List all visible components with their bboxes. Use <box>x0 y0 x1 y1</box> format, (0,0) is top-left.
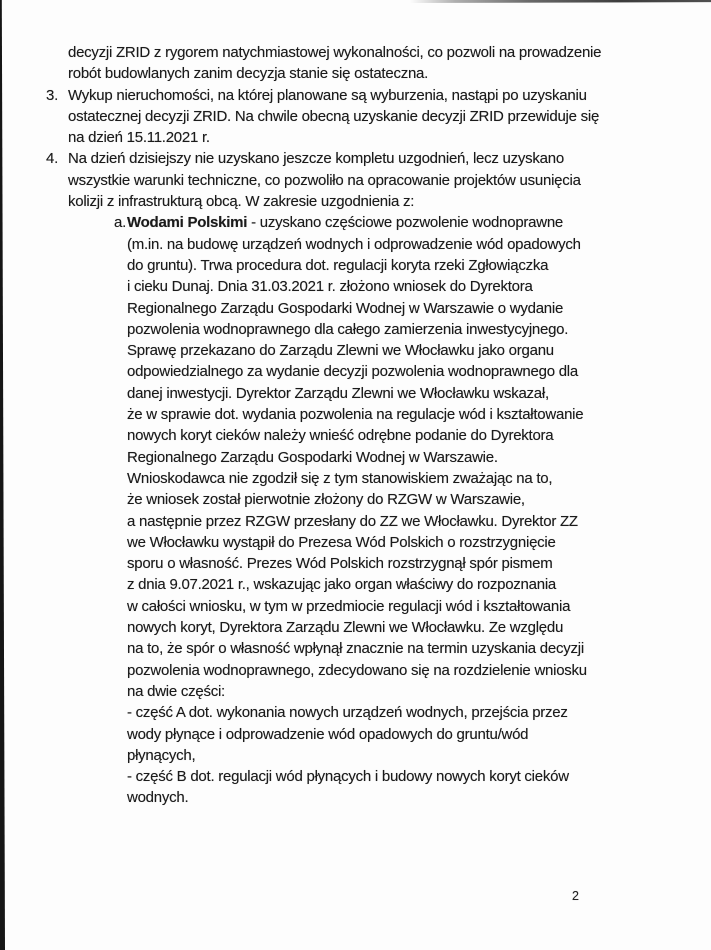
list-item-4 <box>46 148 686 808</box>
text-line: Wykup nieruchomości, na której planowane są wyburzenia, nastąpi po uzyskaniu <box>68 86 587 104</box>
text-line: wodnych. <box>127 789 189 807</box>
scan-edge-left-artifact <box>0 0 5 950</box>
text-line: decyzji ZRID z rygorem natychmiastowej wykonalności, co pozwoli na prowadzenie <box>68 44 602 61</box>
text-line: Wnioskodawca nie zgodził się z tym stanowiskiem zważając na to, <box>127 469 553 487</box>
text-line: danej inwestycji. Dyrektor Zarządu Zlewni we Włocławku wskazał, <box>127 384 549 402</box>
text-line: a następnie przez RZGW przesłany do ZZ we Włocławku. Dyrektor ZZ <box>127 512 578 530</box>
text-line: wody płynące i odprowadzenie wód opadowych do gruntu/wód <box>127 725 529 743</box>
list-marker: 4. <box>46 150 59 168</box>
text-line: płynących, <box>127 746 196 764</box>
text-line: pozwolenia wodnoprawnego, zdecydowano się na rozdzielenie wniosku <box>127 661 587 679</box>
sub-list-item-a <box>114 212 686 808</box>
text-line: - część A dot. wykonania nowych urządzeń wodnych, przejścia przez <box>127 704 568 722</box>
text-line: robót budowlanych zanim decyzja stanie się ostateczna. <box>68 65 429 83</box>
text-line: we Włocławku wystąpił do Prezesa Wód Polskich o rozstrzygnięcie <box>127 533 556 551</box>
text-line: nowych koryt, Dyrektora Zarządu Zlewni we Włocławku. Ze względu <box>127 619 564 637</box>
text-line: Sprawę przekazano do Zarządu Zlewni we Włocławku jako organu <box>127 342 554 360</box>
text-line: z dnia 9.07.2021 r., wskazując jako organ właściwy do rozpoznania <box>127 576 557 594</box>
text-line: (m.in. na budowę urządzeń wodnych i odprowadzenie wód opadowych <box>127 235 581 253</box>
text-line: wszystkie warunki techniczne, co pozwoliło na opracowanie projektów usunięcia <box>68 171 581 189</box>
lead-rest-text: - uzyskano częściowe pozwolenie wodnoprawne <box>247 214 564 232</box>
text-line: do gruntu). Trwa procedura dot. regulacji koryta rzeki Zgłowiączka <box>127 256 549 274</box>
text-line: że w sprawie dot. wydania pozwolenia na regulacje wód i kształtowanie <box>127 406 584 424</box>
page-number: 2 <box>572 889 579 903</box>
text-line: ostatecznej decyzji ZRID. Na chwile obecną uzyskanie decyzji ZRID przewiduje się <box>68 107 600 125</box>
paragraph-continuation <box>68 42 686 85</box>
text-line: na dwie części: <box>127 682 225 700</box>
text-line: odpowiedzialnego za wydanie decyzji pozwolenia wodnoprawnego dla <box>127 363 578 381</box>
document-body <box>46 42 686 809</box>
text-line: nowych koryt cieków należy wnieść odrębne podanie do Dyrektora <box>127 427 554 445</box>
text-line-lead <box>127 212 686 233</box>
list-marker: 3. <box>46 86 59 104</box>
text-line: Na dzień dzisiejszy nie uzyskano jeszcze kompletu uzgodnień, lecz uzyskano <box>68 150 564 168</box>
text-line: kolizji z infrastrukturą obcą. W zakresie uzgodnienia z: <box>68 193 415 211</box>
text-line: i cieku Dunaj. Dnia 31.03.2021 r. złożono wniosek do Dyrektora <box>127 278 533 296</box>
sub-list-marker: a. <box>114 214 127 232</box>
text-line: Regionalnego Zarządu Gospodarki Wodnej w Warszawie o wydanie <box>127 299 564 317</box>
scan-edge-top-artifact <box>410 0 711 3</box>
text-line: że wniosek został pierwotnie złożony do RZGW w Warszawie, <box>127 491 525 509</box>
text-line: na dzień 15.11.2021 r. <box>68 129 210 147</box>
text-line: w całości wniosku, w tym w przedmiocie regulacji wód i kształtowania <box>127 597 571 615</box>
bold-lead-text: Wodami Polskimi <box>127 214 248 232</box>
text-line: na to, że spór o własność wpłynął znacznie na termin uzyskania decyzji <box>127 640 584 658</box>
list-item-3 <box>46 85 686 149</box>
text-line: Regionalnego Zarządu Gospodarki Wodnej w Warszawie. <box>127 448 498 466</box>
text-line: - część B dot. regulacji wód płynących i budowy nowych koryt cieków <box>127 768 569 786</box>
text-line: sporu o własność. Prezes Wód Polskich rozstrzygnął spór pismem <box>127 555 553 573</box>
text-line: pozwolenia wodnoprawnego dla całego zamierzenia inwestycyjnego. <box>127 320 569 338</box>
